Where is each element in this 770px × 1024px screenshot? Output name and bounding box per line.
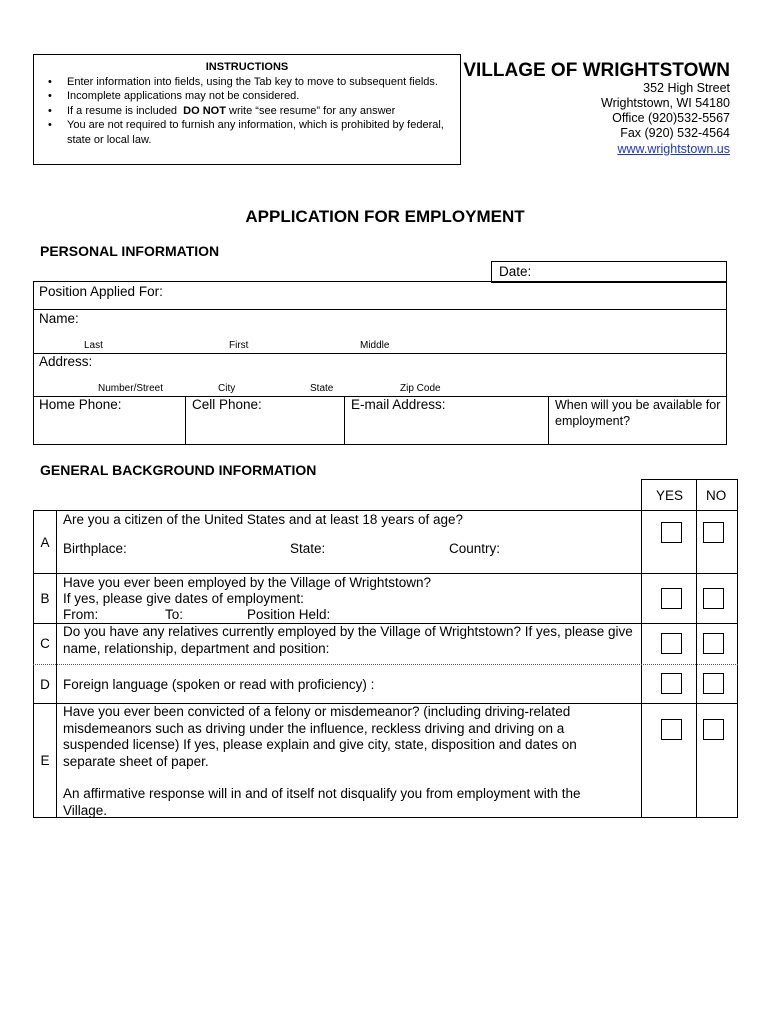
row-letter-a: A [40, 535, 50, 550]
instruction-item: • Incomplete applications may not be considered. [48, 89, 453, 103]
question-a-text: Are you a citizen of the United States and at least 18 years of age? [63, 512, 463, 527]
position-held-label: Position Held: [247, 607, 331, 622]
instructions-box [33, 54, 461, 165]
question-e-no-checkbox[interactable] [703, 719, 724, 740]
home-phone-field[interactable] [34, 397, 184, 443]
village-fax: Fax (920) 532-4564 [620, 126, 730, 140]
employment-dates-field[interactable] [58, 606, 638, 622]
email-label: E-mail Address: [351, 397, 446, 412]
instructions-title: INSTRUCTIONS [205, 61, 289, 73]
name-sub-first: First [229, 340, 249, 351]
row-letter-c: C [40, 636, 50, 651]
availability-label: When will you be available for employment? [555, 398, 721, 428]
question-c-yes-checkbox[interactable] [661, 633, 682, 654]
village-office-phone: Office (920)532-5567 [612, 111, 730, 125]
question-a-no-checkbox[interactable] [703, 522, 724, 543]
address-field[interactable] [34, 354, 726, 395]
village-city-state-zip: Wrightstown, WI 54180 [601, 96, 730, 110]
instruction-item: • Enter information into fields, using the Tab key to move to subsequent fields. [48, 75, 453, 89]
birthplace-label: Birthplace: [63, 541, 127, 556]
question-d-no-checkbox[interactable] [703, 673, 724, 694]
question-e-text: Have you ever been convicted of a felony or misdemeanor? (including driving-related misdemeanors such as driving under the influence, reckless driving and driving on a suspended license) If yes, please explain and give city, state, disposition and dates on separate sheet of paper. [63, 704, 577, 769]
name-sub-middle: Middle [360, 340, 390, 351]
email-field[interactable] [346, 397, 547, 443]
instructions-list [48, 75, 453, 147]
row-letter-d: D [40, 677, 50, 692]
question-a-yes-checkbox[interactable] [661, 522, 682, 543]
question-b-no-checkbox[interactable] [703, 588, 724, 609]
form-title: APPLICATION FOR EMPLOYMENT [245, 207, 525, 226]
from-label: From: [63, 607, 99, 622]
question-c-text: Do you have any relatives currently employed by the Village of Wrightstown? If yes, please give name, relationship, department and position: [63, 624, 633, 656]
no-header: NO [706, 488, 727, 503]
name-label: Name: [39, 311, 79, 326]
name-field[interactable] [34, 310, 726, 352]
yes-header: YES [656, 488, 684, 503]
address-sub-state: State [310, 383, 334, 394]
row-letter-b: B [40, 591, 50, 606]
village-website-link[interactable]: www.wrightstown.us [617, 142, 730, 156]
position-applied-field[interactable] [34, 282, 726, 308]
background-heading: GENERAL BACKGROUND INFORMATION [40, 462, 317, 478]
date-label: Date: [499, 264, 532, 279]
instruction-item: • You are not required to furnish any information, which is prohibited by federal, state or local law. [48, 118, 453, 147]
personal-info-heading: PERSONAL INFORMATION [40, 243, 220, 259]
country-label: Country: [449, 541, 501, 556]
question-c-no-checkbox[interactable] [703, 633, 724, 654]
row-letter-e: E [40, 753, 50, 768]
address-sub-city: City [218, 383, 236, 394]
instruction-item: • If a resume is included DO NOT write “see resume” for any answer [48, 104, 453, 118]
question-b-line1: Have you ever been employed by the Village of Wrightstown? [63, 575, 431, 590]
to-label: To: [165, 607, 184, 622]
cell-phone-label: Cell Phone: [192, 397, 262, 412]
name-sub-last: Last [84, 340, 103, 351]
position-applied-label: Position Applied For: [39, 284, 163, 299]
address-label: Address: [39, 354, 93, 369]
question-d-text: Foreign language (spoken or read with proficiency) : [63, 677, 375, 692]
availability-field[interactable] [550, 397, 726, 443]
question-e-note: An affirmative response will in and of itself not disqualify you from employment with the Village. [63, 786, 581, 818]
village-name: VILLAGE OF WRIGHTSTOWN [463, 60, 730, 81]
question-b-yes-checkbox[interactable] [661, 588, 682, 609]
address-sub-street: Number/Street [98, 383, 164, 394]
village-street: 352 High Street [643, 81, 730, 95]
cell-phone-field[interactable] [187, 397, 343, 443]
date-field[interactable] [491, 261, 727, 283]
home-phone-label: Home Phone: [39, 397, 122, 412]
question-e-yes-checkbox[interactable] [661, 719, 682, 740]
question-b-line2: If yes, please give dates of employment: [63, 591, 304, 606]
question-d-yes-checkbox[interactable] [661, 673, 682, 694]
address-sub-zip: Zip Code [400, 383, 441, 394]
birthplace-field[interactable] [58, 538, 638, 562]
state-label: State: [290, 541, 326, 556]
